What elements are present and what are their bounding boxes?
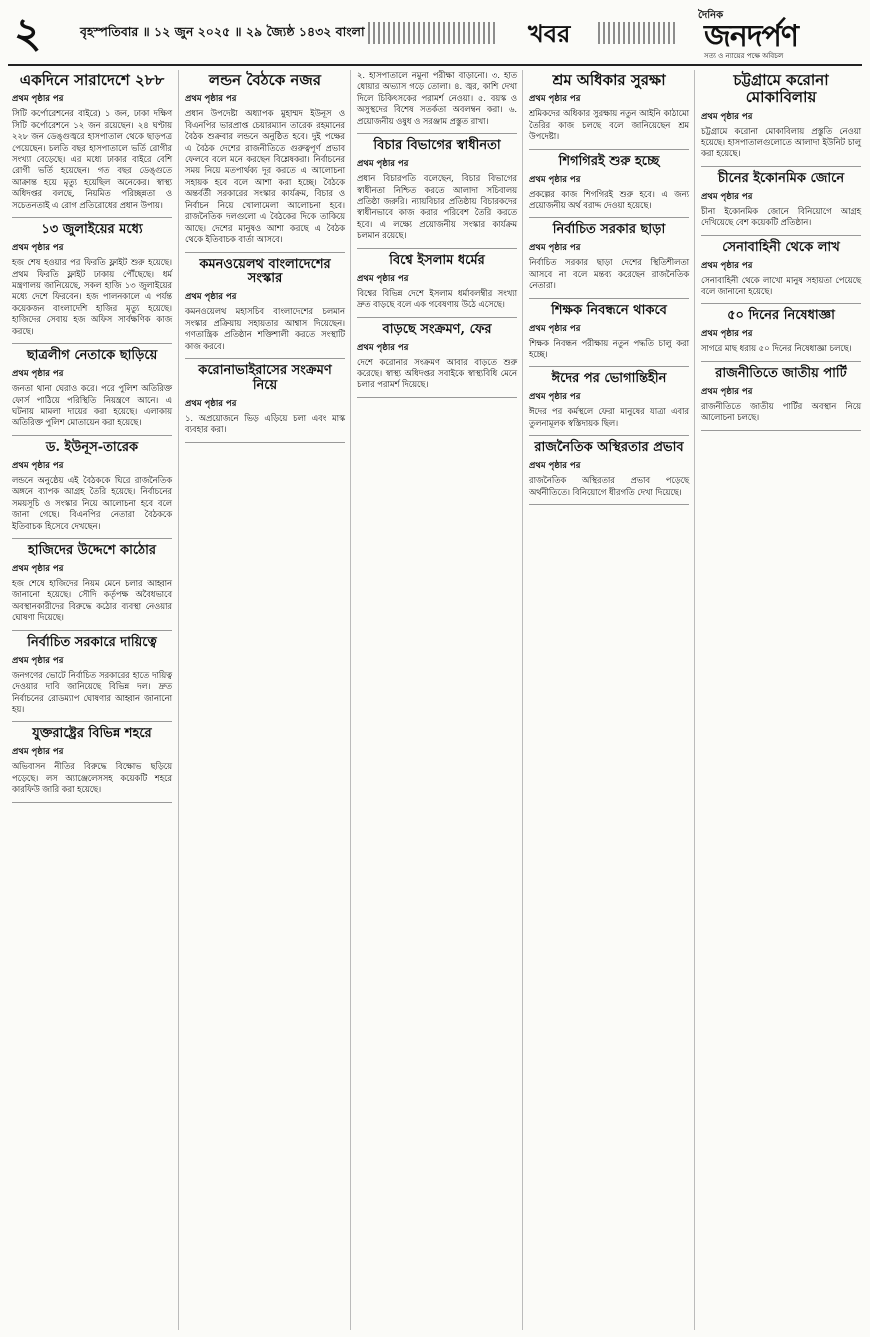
continuation-ref: প্রথম পৃষ্ঠার পর: [701, 191, 753, 202]
continuation-ref: প্রথম পৃষ্ঠার পর: [12, 460, 64, 471]
column-3: [350, 70, 523, 1330]
continuation-ref: প্রথম পৃষ্ঠার পর: [357, 159, 409, 170]
news-story: [185, 72, 345, 246]
story-body: জনগণের ভোটে নির্বাচিত সরকারের হাতে দায়িত্ব দেওয়ার দাবি জানিয়েছে বিভিন্ন দল। দ্রুত নির্বাচনের রোডম্যাপ ঘোষণার আহ্বান জানানো হয়।: [12, 669, 172, 714]
news-story: [12, 544, 172, 624]
continuation-ref: প্রথম পৃষ্ঠার পর: [529, 392, 581, 403]
story-body: চট্টগ্রামে করোনা মোকাবিলায় প্রস্তুতি নেওয়া হয়েছে। হাসপাতালগুলোতে আলাদা ইউনিট চালু করা হয়েছে।: [701, 125, 861, 159]
story-divider: [185, 252, 345, 253]
story-divider: [185, 442, 345, 443]
news-story: [529, 372, 689, 429]
column-1: [6, 70, 178, 1330]
story-body: নির্বাচিত সরকার ছাড়া দেশের স্থিতিশীলতা আসবে না বলে মন্তব্য করেছেন রাজনৈতিক নেতারা।: [529, 257, 689, 291]
story-body: শ্রমিকদের অধিকার সুরক্ষায় নতুন আইনি কাঠামো তৈরির কাজ চলছে বলে জানিয়েছেন শ্রম উপদেষ্টা।: [529, 108, 689, 142]
story-divider: [12, 630, 172, 631]
story-headline: ছাত্রলীগ নেতাকে ছাড়িয়ে: [26, 348, 158, 364]
story-headline: নির্বাচিত সরকার ছাড়া: [552, 222, 666, 238]
story-divider: [357, 317, 517, 318]
continuation-ref: প্রথম পৃষ্ঠার পর: [12, 747, 64, 758]
story-body: সিটি কর্পোরেশনের বাইরে) ১ জন, ঢাকা দক্ষিণ সিটি কর্পোরেশনে ১২ জন রয়েছেন। ২৪ ঘণ্টায় ২২৮ জন ডেঙ্গুজ্বরে হাসপাতাল থেকে ছাড়পত্র পেয়েছেন। চলতি বছর হাসপাতালে ভর্তি রোগীর সংখ্যা বেড়েছে। এর মধ্যে ঢাকার বাইরে বেশি রোগী ভর্তি হয়েছেন। গত বছর ডেঙ্গুতে আক্রান্ত হয়ে মৃত্যু হয়েছিল অনেকের। স্বাস্থ্য অধিদপ্তর বলছে, নিয়মিত পরিচ্ছন্নতা ও সচেতনতাই এ রোগ প্রতিরোধের প্রধান উপায়।: [12, 108, 172, 210]
continuation-ref: প্রথম পৃষ্ঠার পর: [357, 342, 409, 353]
story-headline: রাজনীতিতে জাতীয় পার্টি: [715, 365, 847, 381]
continuation-ref: প্রথম পৃষ্ঠার পর: [12, 655, 64, 666]
continuation-ref: প্রথম পৃষ্ঠার পর: [701, 111, 753, 122]
story-divider: [529, 298, 689, 299]
story-body: ২. হাসপাতালে নমুনা পরীক্ষা বাড়ানো। ৩. হাত ধোয়ার অভ্যাস গড়ে তোলা। ৪. জ্বর, কাশি দেখা দিলে চিকিৎসকের পরামর্শ নেওয়া। ৫. বয়স্ক ও অসুস্থদের বিশেষ সতর্কতা অবলম্বন করা। ৬. প্রয়োজনীয় ওষুধ ও সরঞ্জাম প্রস্তুত রাখা।: [357, 70, 517, 126]
story-headline: ১৩ জুলাইয়ের মধ্যে: [41, 222, 143, 238]
page-number: ২: [14, 8, 42, 57]
continuation-ref: প্রথম পৃষ্ঠার পর: [357, 273, 409, 284]
news-story: [357, 323, 517, 391]
story-body: দেশে করোনার সংক্রমণ আবার বাড়তে শুরু করেছে। স্বাস্থ্য অধিদপ্তর সবাইকে স্বাস্থ্যবিধি মেনে চলার পরামর্শ দিয়েছে।: [357, 356, 517, 390]
story-body: প্রধান উপদেষ্টা অধ্যাপক মুহাম্মদ ইউনূস ও বিএনপির ভারপ্রাপ্ত চেয়ারম্যান তারেক রহমানের বৈঠক শুক্রবার লন্ডনে অনুষ্ঠিত হবে। দুই পক্ষের এ বৈঠক দেশের রাজনীতিতে গুরুত্বপূর্ণ প্রভাব ফেলবে বলে মনে করছেন বিশ্লেষকরা। নির্বাচনের সময় নিয়ে মতপার্থক্য দূর করতে এ আলোচনা সহায়ক হবে বলে আশা করা হচ্ছে। বৈঠকে অন্তর্বর্তী সরকারের সংস্কার কার্যক্রম, বিচার ও নির্বাচন নিয়ে খোলামেলা আলোচনা হবে। রাজনৈতিক দলগুলো এ বৈঠকের দিকে তাকিয়ে আছে। দেশের মানুষও আশা করছে এ বৈঠক থেকে ইতিবাচক বার্তা আসবে।: [185, 108, 345, 245]
news-story: [12, 223, 172, 337]
date-line: বৃহস্পতিবার ॥ ১২ জুন ২০২৫ ॥ ২৯ জ্যৈষ্ঠ ১৪৩২ বাংলা: [80, 24, 365, 39]
news-story: [12, 727, 172, 795]
news-story: [701, 309, 861, 354]
story-body: রাজনীতিতে জাতীয় পার্টির অবস্থান নিয়ে আলোচনা চলছে।: [701, 400, 861, 423]
continuation-ref: প্রথম পৃষ্ঠার পর: [529, 323, 581, 334]
story-body: অভিবাসন নীতির বিরুদ্ধে বিক্ষোভ ছড়িয়ে পড়েছে। লস অ্যাঞ্জেলেসসহ কয়েকটি শহরে কারফিউ জারি করা হয়েছে।: [12, 761, 172, 795]
story-divider: [701, 235, 861, 236]
story-headline: ৫০ দিনের নিষেধাজ্ঞা: [727, 308, 835, 324]
decorative-hatch-right: [598, 22, 678, 44]
story-headline: ড. ইউনূস-তারেক: [45, 439, 139, 455]
news-story: [701, 367, 861, 424]
story-divider: [701, 430, 861, 431]
news-story: [529, 72, 689, 143]
story-headline: করোনাভাইরাসের সংক্রমণ নিয়ে: [198, 363, 332, 394]
story-body: জনতা থানা ঘেরাও করে। পরে পুলিশ অতিরিক্ত ফোর্স পাঠিয়ে পরিস্থিতি নিয়ন্ত্রণে আনে। এ ঘটনায় মামলা দায়ের করা হয়েছে। এলাকায় অতিরিক্ত পুলিশ মোতায়েন করা হয়েছে।: [12, 383, 172, 428]
story-divider: [701, 361, 861, 362]
section-title: খবর: [528, 19, 571, 48]
story-body: চীনা ইকোনমিক জোনে বিনিয়োগে আগ্রহ দেখিয়েছে বেশ কয়েকটি প্রতিষ্ঠান।: [701, 205, 861, 228]
story-body: ঈদের পর কর্মস্থলে ফেরা মানুষের যাত্রা এবার তুলনামূলক স্বস্তিদায়ক ছিল।: [529, 406, 689, 428]
continuation-ref: প্রথম পৃষ্ঠার পর: [185, 399, 237, 409]
story-headline: শিক্ষক নিবন্ধনে থাকবে: [551, 302, 667, 318]
news-story: [357, 70, 517, 127]
story-headline: হাজিদের উদ্দেশে কাঠোর: [27, 543, 157, 558]
masthead: [8, 6, 862, 66]
story-body: প্রধান বিচারপতি বলেছেন, বিচার বিভাগের স্বাধীনতা নিশ্চিত করতে আলাদা সচিবালয় প্রতিষ্ঠা জরুরি। ন্যায়বিচার প্রতিষ্ঠায় বিচারকদের স্বাধীনভাবে কাজ করার পরিবেশ তৈরি করতে হবে। এ লক্ষ্যে প্রয়োজনীয় সংস্কার কার্যক্রম চলমান রয়েছে।: [357, 173, 517, 241]
logo-prefix: দৈনিক: [698, 10, 724, 21]
story-body: শিক্ষক নিবন্ধন পরীক্ষায় নতুন পদ্ধতি চালু করা হচ্ছে।: [529, 337, 689, 359]
story-divider: [357, 248, 517, 249]
story-headline: নির্বাচিত সরকারে দায়িত্বে: [27, 634, 157, 650]
story-headline: ঈদের পর ভোগান্তিহীন: [551, 371, 667, 387]
news-story: [357, 254, 517, 311]
story-body: ১. অপ্রয়োজনে ভিড় এড়িয়ে চলা এবং মাস্ক ব্যবহার করা।: [185, 413, 345, 435]
news-story: [701, 72, 861, 160]
story-divider: [185, 358, 345, 359]
column-5: [694, 70, 867, 1330]
story-body: সাগরে মাছ ধরায় ৫০ দিনের নিষেধাজ্ঞা চলছে।: [701, 343, 852, 354]
story-body: বিশ্বের বিভিন্ন দেশে ইসলাম ধর্মাবলম্বীর সংখ্যা দ্রুত বাড়ছে বলে এক গবেষণায় উঠে এসেছে।: [357, 287, 517, 310]
story-headline: বাড়ছে সংক্রমণ, ফের: [382, 321, 492, 337]
continuation-ref: প্রথম পৃষ্ঠার পর: [701, 386, 753, 397]
news-story: [185, 258, 345, 353]
news-story: [12, 636, 172, 716]
story-divider: [529, 504, 689, 505]
story-headline: সেনাবাহিনী থেকে লাখ: [722, 239, 840, 255]
story-divider: [357, 397, 517, 398]
story-body: লন্ডনে অনুষ্ঠেয় এই বৈঠককে ঘিরে রাজনৈতিক অঙ্গনে ব্যাপক আগ্রহ তৈরি হয়েছে। নির্বাচনের সময়সূচি ও সংস্কার নিয়ে আলোচনা হবে বলে জানা গেছে। বিএনপির নেতারা বৈঠককে ইতিবাচক হিসেবে দেখছেন।: [12, 474, 172, 531]
story-divider: [701, 166, 861, 167]
story-headline: শিগগিরই শুরু হচ্ছে: [558, 153, 660, 169]
story-divider: [529, 149, 689, 150]
news-story: [701, 172, 861, 229]
story-divider: [701, 303, 861, 304]
continuation-ref: প্রথম পৃষ্ঠার পর: [12, 94, 64, 105]
story-divider: [12, 538, 172, 539]
continuation-ref: প্রথম পৃষ্ঠার পর: [185, 292, 237, 303]
continuation-ref: প্রথম পৃষ্ঠার পর: [701, 260, 753, 271]
story-headline: লন্ডন বৈঠকে নজর: [208, 71, 322, 89]
story-headline: চট্টগ্রামে করোনা মোকাবিলায়: [733, 71, 829, 107]
story-divider: [12, 802, 172, 803]
news-story: [529, 441, 689, 498]
story-divider: [529, 366, 689, 367]
continuation-ref: প্রথম পৃষ্ঠার পর: [529, 243, 581, 254]
news-story: [529, 155, 689, 212]
news-story: [12, 349, 172, 429]
story-body: হজ শেষ হওয়ার পর ফিরতি ফ্লাইট শুরু হয়েছে। প্রথম ফিরতি ফ্লাইট ঢাকায় পৌঁছেছে। ধর্ম মন্ত্রণালয় জানিয়েছে, সকল হাজি ১৩ জুলাইয়ের মধ্যে দেশে ফিরবেন। হজ পালনকালে এ পর্যন্ত কয়েকজন বাংলাদেশি হাজির মৃত্যু হয়েছে। হাজিদের সেবায় হজ অফিস সার্বক্ষণিক কাজ করছে।: [12, 257, 172, 336]
story-headline: বিশ্বে ইসলাম ধর্মের: [389, 252, 485, 268]
story-divider: [12, 343, 172, 344]
news-story: [529, 223, 689, 291]
story-headline: যুক্তরাষ্ট্রের বিভিন্ন শহরে: [32, 726, 152, 742]
story-divider: [12, 435, 172, 436]
story-divider: [529, 435, 689, 436]
story-headline: কমনওয়েলথ বাংলাদেশের সংস্কার: [199, 256, 331, 287]
story-headline: শ্রম অধিকার সুরক্ষা: [552, 71, 666, 89]
column-2: [178, 70, 351, 1330]
continuation-ref: প্রথম পৃষ্ঠার পর: [529, 174, 581, 185]
news-story: [529, 304, 689, 361]
news-story: [12, 441, 172, 532]
story-body: সেনাবাহিনী থেকে লাখো মানুষ সহায়তা পেয়েছে বলে জানানো হয়েছে।: [701, 274, 861, 296]
logo-tagline: সত্য ও ন্যায়ের পক্ষে অবিচল: [704, 52, 784, 60]
story-headline: চীনের ইকোনমিক জোনে: [717, 170, 845, 186]
story-divider: [357, 133, 517, 134]
news-story: [185, 364, 345, 436]
continuation-ref: প্রথম পৃষ্ঠার পর: [12, 369, 64, 380]
story-divider: [529, 217, 689, 218]
story-body: প্রকল্পের কাজ শিগগিরই শুরু হবে। এ জন্য প্রয়োজনীয় অর্থ বরাদ্দ দেওয়া হয়েছে।: [529, 188, 689, 210]
column-4: [522, 70, 695, 1330]
story-body: রাজনৈতিক অস্থিরতার প্রভাব পড়েছে অর্থনীতিতে। বিনিয়োগে ধীরগতি দেখা দিয়েছে।: [529, 475, 689, 497]
news-story: [357, 139, 517, 242]
continuation-ref: প্রথম পৃষ্ঠার পর: [185, 94, 237, 105]
newspaper-logo: [698, 6, 862, 62]
story-headline: রাজনৈতিক অস্থিরতার প্রভাব: [534, 440, 684, 456]
decorative-hatch-left: [368, 22, 498, 44]
continuation-ref: প্রথম পৃষ্ঠার পর: [529, 461, 581, 472]
news-story: [701, 241, 861, 298]
story-body: কমনওয়েলথ মহাসচিব বাংলাদেশের চলমান সংস্কার প্রক্রিয়ায় সহায়তার আশ্বাস দিয়েছেন। গণতান্ত্রিক প্রতিষ্ঠান শক্তিশালী করতে সংস্থাটি কাজ করবে।: [185, 306, 345, 351]
story-divider: [12, 217, 172, 218]
story-headline: একদিনে সারাদেশে ২৮৮: [19, 71, 165, 89]
continuation-ref: প্রথম পৃষ্ঠার পর: [701, 329, 753, 340]
continuation-ref: প্রথম পৃষ্ঠার পর: [12, 243, 64, 254]
story-body: হজ শেষে হাজিদের নিয়ম মেনে চলার আহ্বান জানানো হয়েছে। সৌদি কর্তৃপক্ষ অবৈধভাবে অবস্থানকারীদের বিরুদ্ধে কঠোর ব্যবস্থা নেওয়ার ঘোষণা দিয়েছে।: [12, 577, 172, 623]
story-headline: বিচার বিভাগের স্বাধীনতা: [373, 138, 501, 154]
continuation-ref: প্রথম পৃষ্ঠার পর: [12, 563, 64, 574]
logo-name: জনদর্পণ: [704, 19, 799, 54]
news-story: [12, 72, 172, 211]
story-divider: [12, 721, 172, 722]
continuation-ref: প্রথম পৃষ্ঠার পর: [529, 94, 581, 105]
